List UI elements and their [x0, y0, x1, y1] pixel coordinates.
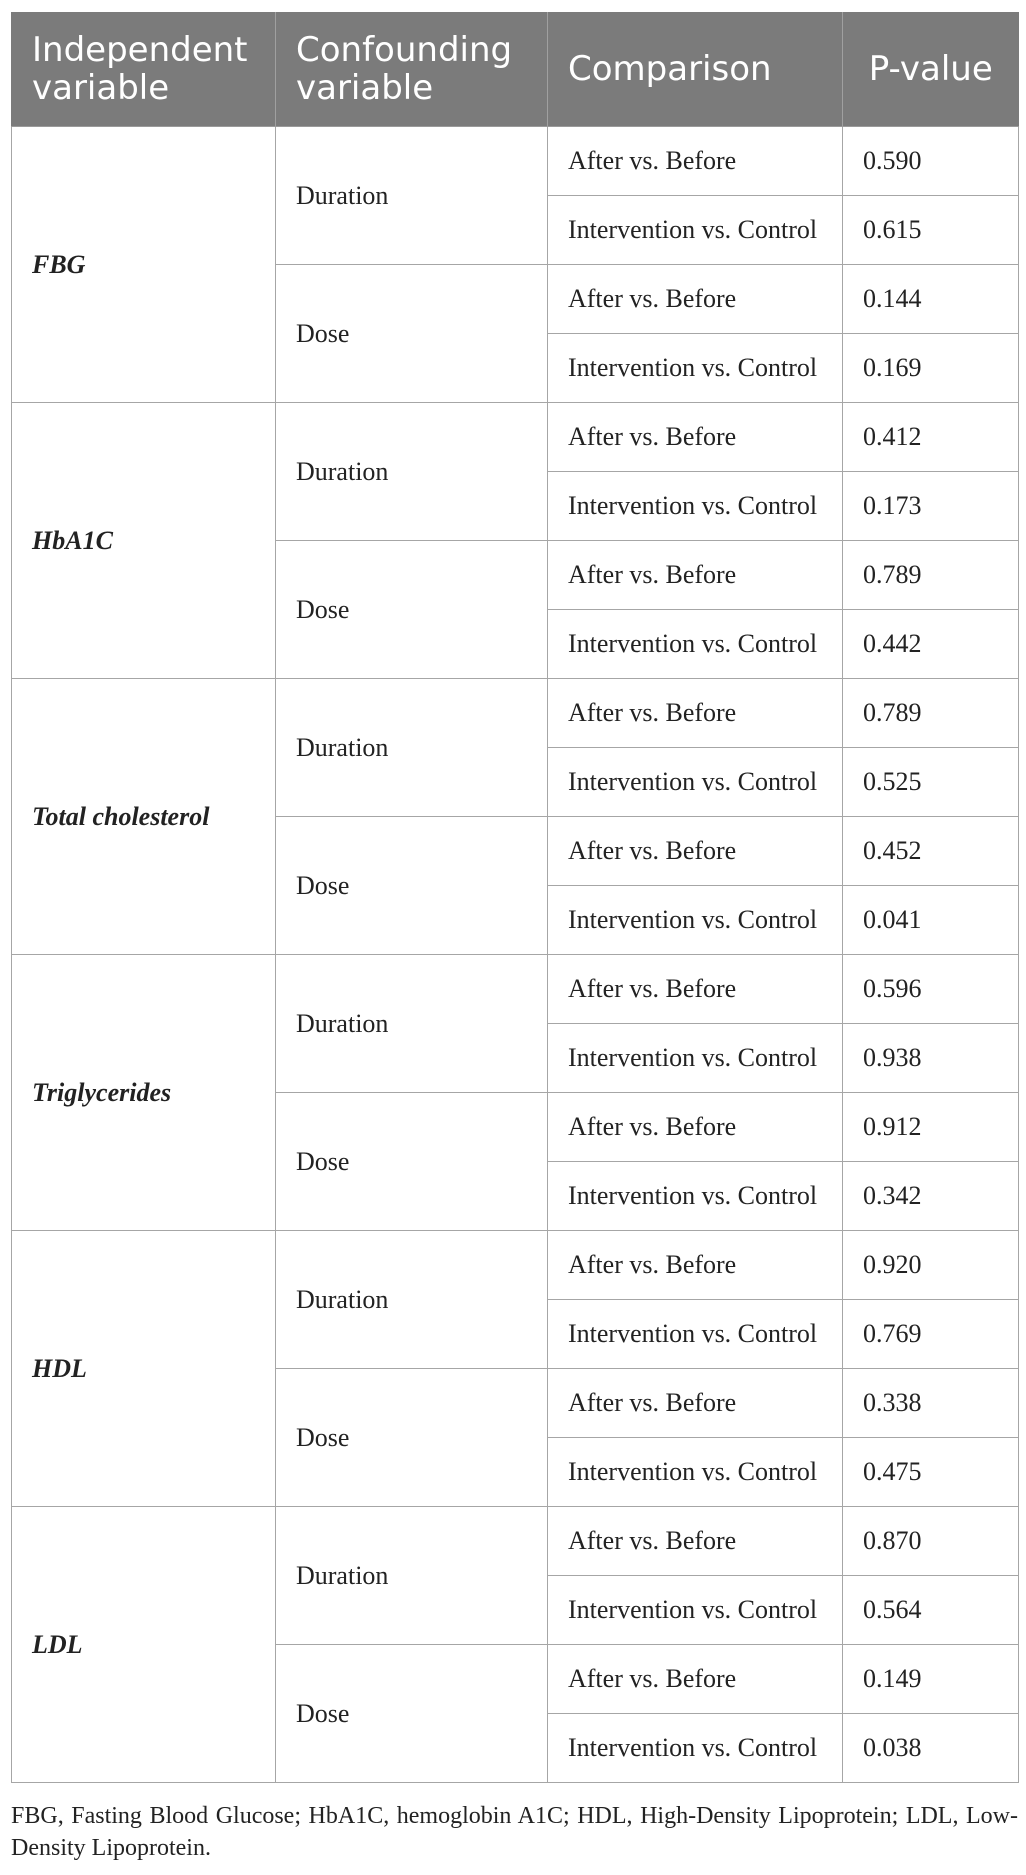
comparison-cell: After vs. Before	[548, 1507, 843, 1576]
confounding-variable-cell: Duration	[276, 1231, 548, 1369]
confounding-variable-cell: Dose	[276, 1093, 548, 1231]
p-value-cell: 0.038	[843, 1714, 1019, 1783]
comparison-cell: Intervention vs. Control	[548, 1438, 843, 1507]
table-row	[12, 679, 1019, 748]
p-value-cell: 0.920	[843, 1231, 1019, 1300]
comparison-cell: After vs. Before	[548, 955, 843, 1024]
comparison-cell: After vs. Before	[548, 265, 843, 334]
p-value-cell: 0.149	[843, 1645, 1019, 1714]
comparison-cell: Intervention vs. Control	[548, 886, 843, 955]
results-table-container	[11, 12, 1018, 1783]
confounding-variable-cell: Dose	[276, 541, 548, 679]
p-value-cell: 0.912	[843, 1093, 1019, 1162]
independent-variable-cell: LDL	[12, 1507, 276, 1783]
comparison-cell: Intervention vs. Control	[548, 1714, 843, 1783]
table-row	[12, 1507, 1019, 1576]
comparison-cell: After vs. Before	[548, 1645, 843, 1714]
confounding-variable-cell: Dose	[276, 265, 548, 403]
table-body	[12, 127, 1019, 1783]
comparison-cell: Intervention vs. Control	[548, 1024, 843, 1093]
confounding-variable-cell: Duration	[276, 1507, 548, 1645]
independent-variable-cell: Total cholesterol	[12, 679, 276, 955]
p-value-cell: 0.342	[843, 1162, 1019, 1231]
confounding-variable-cell: Dose	[276, 1645, 548, 1783]
comparison-cell: Intervention vs. Control	[548, 748, 843, 817]
confounding-variable-cell: Dose	[276, 817, 548, 955]
comparison-cell: After vs. Before	[548, 1231, 843, 1300]
comparison-cell: After vs. Before	[548, 1093, 843, 1162]
table-header	[12, 12, 1019, 127]
table-row	[12, 1231, 1019, 1300]
p-value-cell: 0.169	[843, 334, 1019, 403]
p-value-cell: 0.475	[843, 1438, 1019, 1507]
p-value-cell: 0.596	[843, 955, 1019, 1024]
header-p-value: P-value	[843, 12, 1019, 127]
p-value-cell: 0.452	[843, 817, 1019, 886]
results-table	[11, 12, 1019, 1783]
comparison-cell: Intervention vs. Control	[548, 610, 843, 679]
confounding-variable-cell: Duration	[276, 403, 548, 541]
p-value-cell: 0.564	[843, 1576, 1019, 1645]
header-row	[12, 12, 1019, 127]
independent-variable-cell: Triglycerides	[12, 955, 276, 1231]
confounding-variable-cell: Duration	[276, 679, 548, 817]
confounding-variable-cell: Dose	[276, 1369, 548, 1507]
table-footnote: FBG, Fasting Blood Glucose; HbA1C, hemoglobin A1C; HDL, High-Density Lipoprotein; LDL, Low-Density Lipoprotein.	[11, 1803, 1018, 1861]
independent-variable-cell: HbA1C	[12, 403, 276, 679]
comparison-cell: After vs. Before	[548, 541, 843, 610]
p-value-cell: 0.338	[843, 1369, 1019, 1438]
p-value-cell: 0.789	[843, 541, 1019, 610]
table-row	[12, 403, 1019, 472]
confounding-variable-cell: Duration	[276, 127, 548, 265]
confounding-variable-cell: Duration	[276, 955, 548, 1093]
comparison-cell: After vs. Before	[548, 817, 843, 886]
p-value-cell: 0.789	[843, 679, 1019, 748]
comparison-cell: After vs. Before	[548, 1369, 843, 1438]
independent-variable-cell: HDL	[12, 1231, 276, 1507]
p-value-cell: 0.938	[843, 1024, 1019, 1093]
comparison-cell: Intervention vs. Control	[548, 1162, 843, 1231]
p-value-cell: 0.525	[843, 748, 1019, 817]
header-confounding-variable: Confounding variable	[276, 12, 548, 127]
comparison-cell: After vs. Before	[548, 403, 843, 472]
header-comparison: Comparison	[548, 12, 843, 127]
table-row	[12, 955, 1019, 1024]
comparison-cell: Intervention vs. Control	[548, 196, 843, 265]
comparison-cell: After vs. Before	[548, 127, 843, 196]
table-row	[12, 127, 1019, 196]
p-value-cell: 0.041	[843, 886, 1019, 955]
p-value-cell: 0.173	[843, 472, 1019, 541]
independent-variable-cell: FBG	[12, 127, 276, 403]
p-value-cell: 0.442	[843, 610, 1019, 679]
p-value-cell: 0.870	[843, 1507, 1019, 1576]
p-value-cell: 0.615	[843, 196, 1019, 265]
comparison-cell: Intervention vs. Control	[548, 472, 843, 541]
comparison-cell: Intervention vs. Control	[548, 1300, 843, 1369]
header-independent-variable: Independent variable	[12, 12, 276, 127]
p-value-cell: 0.769	[843, 1300, 1019, 1369]
p-value-cell: 0.412	[843, 403, 1019, 472]
comparison-cell: Intervention vs. Control	[548, 334, 843, 403]
p-value-cell: 0.144	[843, 265, 1019, 334]
comparison-cell: Intervention vs. Control	[548, 1576, 843, 1645]
p-value-cell: 0.590	[843, 127, 1019, 196]
comparison-cell: After vs. Before	[548, 679, 843, 748]
